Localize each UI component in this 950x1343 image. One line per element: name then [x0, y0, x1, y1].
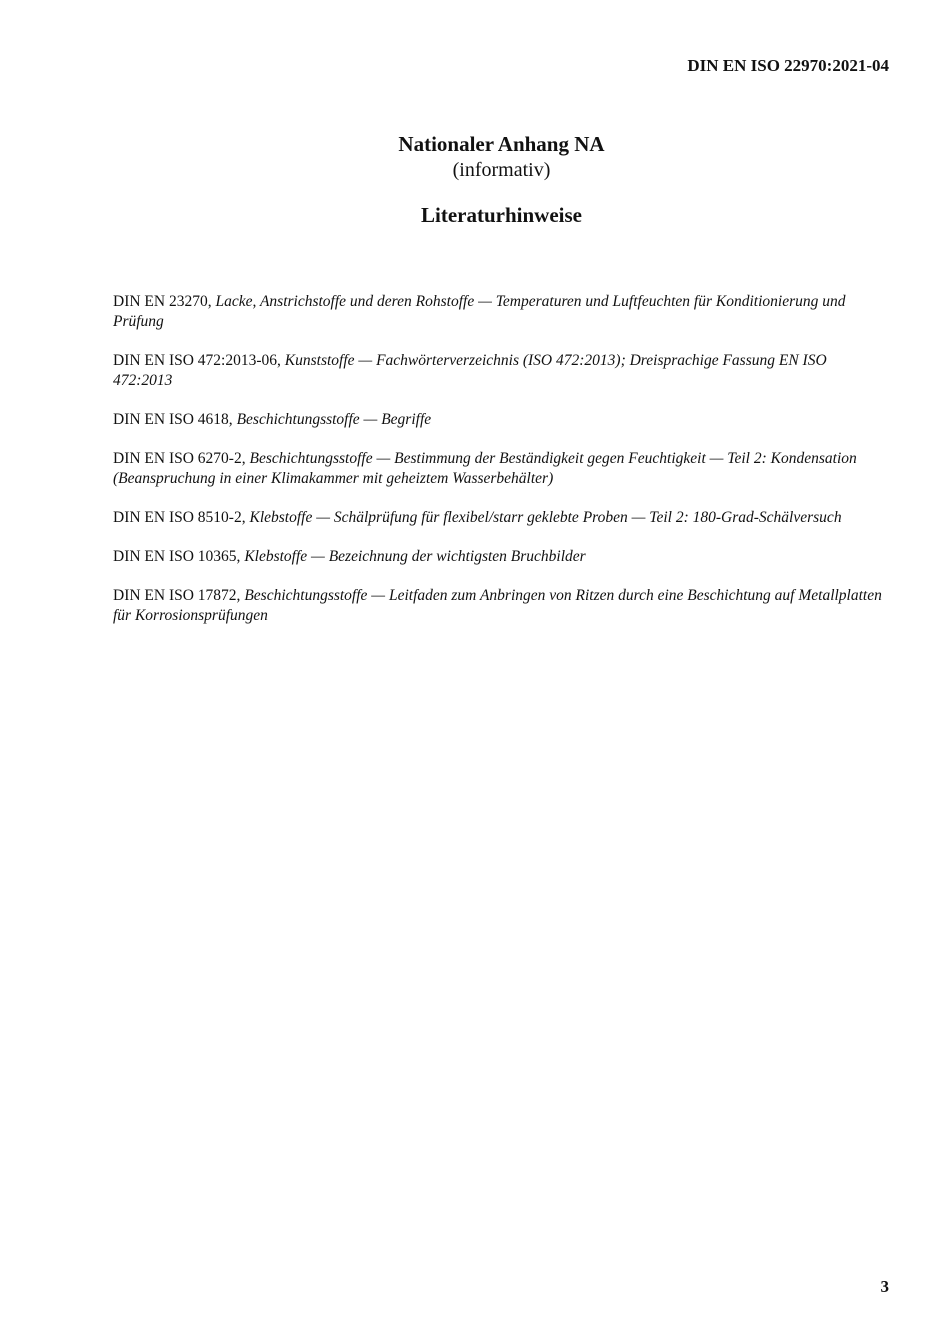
reference-id: DIN EN ISO 17872, — [113, 587, 245, 604]
document-id: DIN EN ISO 22970:2021-04 — [687, 56, 889, 75]
annex-heading — [0, 131, 950, 228]
reference-item — [113, 351, 883, 391]
reference-item — [113, 292, 883, 332]
reference-title: Kunststoffe — Fachwörterverzeichnis (ISO 472:2013); Dreisprachige Fassung EN ISO 472:2013 — [113, 352, 827, 389]
reference-item — [113, 586, 883, 626]
reference-item — [113, 410, 883, 430]
annex-title: Nationaler Anhang NA — [398, 132, 605, 156]
reference-title: Beschichtungsstoffe — Begriffe — [236, 411, 432, 428]
reference-id: DIN EN ISO 472:2013-06, — [113, 352, 285, 369]
reference-item — [113, 449, 883, 489]
reference-id: DIN EN 23270, — [113, 293, 216, 310]
reference-id: DIN EN ISO 10365, — [113, 548, 245, 565]
reference-id: DIN EN ISO 8510-2, — [113, 509, 250, 526]
reference-title: Beschichtungsstoffe — Bestimmung der Beständigkeit gegen Feuchtigkeit — Teil 2: Kondensation (Beanspruchung in einer Klimakammer mit geheiztem Wasserbehälter) — [113, 450, 857, 487]
reference-title: Beschichtungsstoffe — Leitfaden zum Anbringen von Ritzen durch eine Beschichtung auf Metallplatten für Korrosionsprüfungen — [113, 587, 882, 624]
annex-subtitle: (informativ) — [452, 159, 551, 181]
reference-title: Lacke, Anstrichstoffe und deren Rohstoffe — Temperaturen und Luftfeuchten für Konditionierung und Prüfung — [113, 293, 846, 330]
section-title: Literaturhinweise — [421, 203, 582, 227]
reference-id: DIN EN ISO 6270-2, — [113, 450, 250, 467]
reference-list — [113, 292, 883, 645]
reference-title: Klebstoffe — Bezeichnung der wichtigsten Bruchbilder — [244, 548, 586, 565]
reference-title: Klebstoffe — Schälprüfung für flexibel/starr geklebte Proben — Teil 2: 180-Grad-Schälversuch — [249, 509, 842, 526]
reference-id: DIN EN ISO 4618, — [113, 411, 237, 428]
reference-item — [113, 508, 883, 528]
page-number: 3 — [880, 1277, 889, 1296]
reference-item — [113, 547, 883, 567]
